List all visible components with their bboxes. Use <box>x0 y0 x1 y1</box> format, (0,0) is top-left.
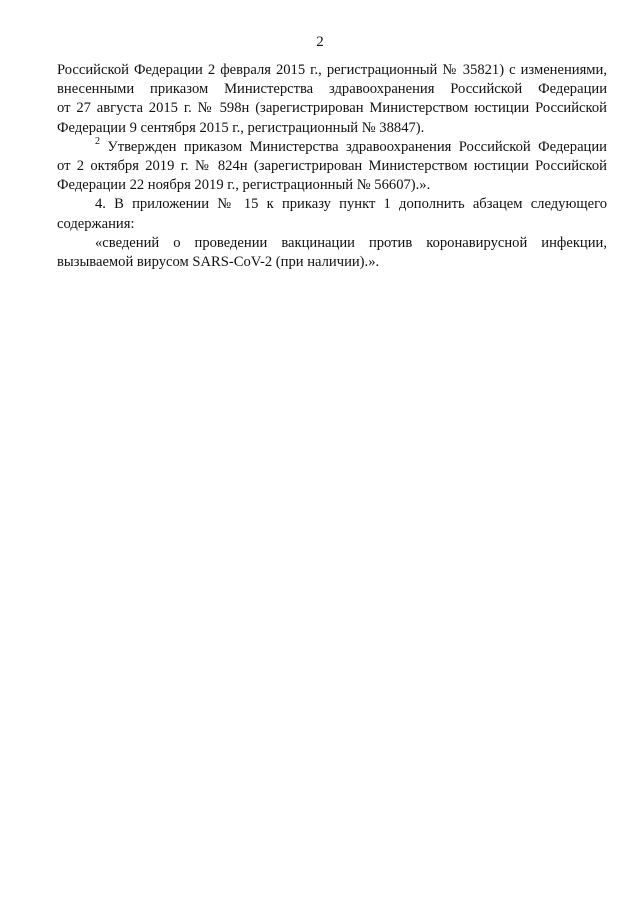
footnote-text: Утвержден приказом Министерства здравоохранения Российской Федерации <box>107 138 607 155</box>
text-line: вызываемой вирусом SARS-CoV-2 (при наличии).». <box>57 254 380 271</box>
text-line: от 2 октября 2019 г. № 824н (зарегистрирован Министерством юстиции Российской <box>57 158 607 175</box>
text-line: 4. В приложении № 15 к приказу пункт 1 дополнить абзацем следующего <box>95 196 607 213</box>
text-line <box>57 135 607 157</box>
text-line: «сведений о проведении вакцинации против коронавирусной инфекции, <box>95 234 607 251</box>
text-line: Федерации 9 сентября 2015 г., регистрационный № 38847). <box>57 119 425 136</box>
paragraph-quoted-insertion <box>57 234 607 272</box>
page-number: 2 <box>316 34 324 50</box>
document-body <box>57 61 607 272</box>
text-line: Российской Федерации 2 февраля 2015 г., регистрационный № 35821) с изменениями, <box>57 62 607 78</box>
text-line: содержания: <box>57 215 135 232</box>
text-line: внесенными приказом Министерства здравоохранения Российской Федерации <box>57 81 607 98</box>
text-line: Федерации 22 ноября 2019 г., регистрационный № 56607).». <box>57 177 431 194</box>
paragraph-registration-continuation <box>57 61 607 138</box>
footnote-mark: 2 <box>95 135 100 147</box>
paragraph-footnote-2 <box>57 135 607 196</box>
text-line: от 27 августа 2015 г. № 598н (зарегистрирован Министерством юстиции Российской <box>57 100 607 117</box>
paragraph-item-4 <box>57 195 607 233</box>
